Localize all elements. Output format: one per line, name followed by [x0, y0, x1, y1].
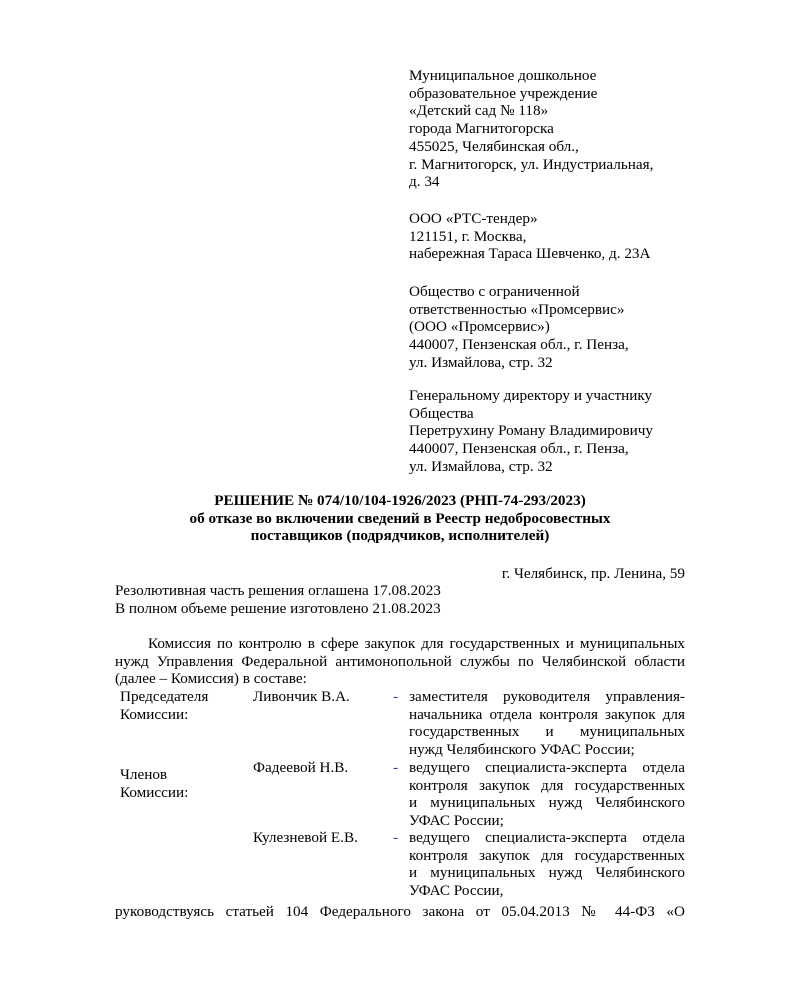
addressee-promservis [409, 283, 709, 372]
paragraph-line: Комиссия по контролю в сфере закупок для государственных и муниципальных [148, 635, 685, 652]
decision-place: г. Челябинск, пр. Ленина, 59 [501, 565, 685, 582]
addressee-director [409, 387, 709, 476]
dash-separator: - [393, 688, 399, 705]
trailing-paragraph-line: руководствуясь статьей 104 Федерального закона от 05.04.2013 № 44-ФЗ «О [115, 903, 685, 920]
addressee-kindergarten [409, 67, 709, 191]
address-line: города Магнитогорска [409, 120, 554, 138]
address-line: образовательное учреждение [409, 84, 598, 102]
dash-separator: - [393, 759, 399, 776]
decision-title-block [115, 492, 685, 545]
address-line: Общества [409, 404, 474, 422]
address-line: д. 34 [409, 173, 440, 191]
address-line: 440007, Пензенская обл., г. Пенза, [409, 336, 629, 354]
prepared-date: В полном объеме решение изготовлено 21.08.2023 [115, 599, 441, 617]
address-line: ООО «РТС-тендер» [409, 210, 538, 227]
decision-dates [115, 582, 441, 617]
addressee-rts-tender [409, 210, 709, 263]
paragraph-line: нужд Управления Федеральной антимонопольной службы по Челябинской области [115, 652, 685, 670]
member-position: ведущего специалиста-эксперта отдела контроля закупок для государственных и муниципальных нужд Челябинского УФАС России; [409, 759, 685, 830]
address-line: (ООО «Промсервис») [409, 318, 550, 336]
member-name: Ливончик В.А. [253, 688, 350, 705]
member-name: Фадеевой Н.В. [253, 759, 349, 776]
address-line: ул. Измайлова, стр. 32 [409, 353, 553, 371]
address-line: 440007, Пензенская обл., г. Пенза, [409, 440, 629, 458]
dash-separator: - [393, 829, 399, 846]
paragraph-line: (далее – Комиссия) в составе: [115, 670, 307, 688]
address-line: «Детский сад № 118» [409, 102, 549, 120]
address-line: 455025, Челябинская обл., [409, 137, 579, 155]
address-line: Муниципальное дошкольное [409, 67, 597, 84]
member-name: Кулезневой Е.В. [253, 829, 358, 846]
address-line: Генеральному директору и участнику [409, 387, 653, 404]
address-line: ул. Измайлова, стр. 32 [409, 457, 553, 475]
decision-title: РЕШЕНИЕ № 074/10/104-1926/2023 (РНП-74-293/2023) [214, 492, 586, 509]
address-line: Перетрухину Роману Владимировичу [409, 422, 653, 440]
address-line: ответственностью «Промсервис» [409, 300, 625, 318]
members-role: Членов Комиссии: [120, 766, 189, 801]
decision-subtitle: об отказе во включении сведений в Реестр недобросовестных [189, 509, 611, 527]
chair-role: Председателя Комиссии: [120, 688, 209, 723]
intro-paragraph [115, 635, 685, 688]
member-position: ведущего специалиста-эксперта отдела контроля закупок для государственных и муниципальных нужд Челябинского УФАС России, [409, 829, 685, 900]
decision-subtitle: поставщиков (подрядчиков, исполнителей) [250, 527, 550, 545]
address-line: набережная Тараса Шевченко, д. 23А [409, 245, 651, 263]
address-line: 121151, г. Москва, [409, 227, 527, 245]
address-line: Общество с ограниченной [409, 283, 580, 300]
member-position: заместителя руководителя управления- начальника отдела контроля закупок для государственных и муниципальных нужд Челябинского УФАС России; [409, 688, 685, 759]
address-line: г. Магнитогорск, ул. Индустриальная, [409, 155, 654, 173]
announced-date: Резолютивная часть решения оглашена 17.08.2023 [115, 582, 441, 599]
